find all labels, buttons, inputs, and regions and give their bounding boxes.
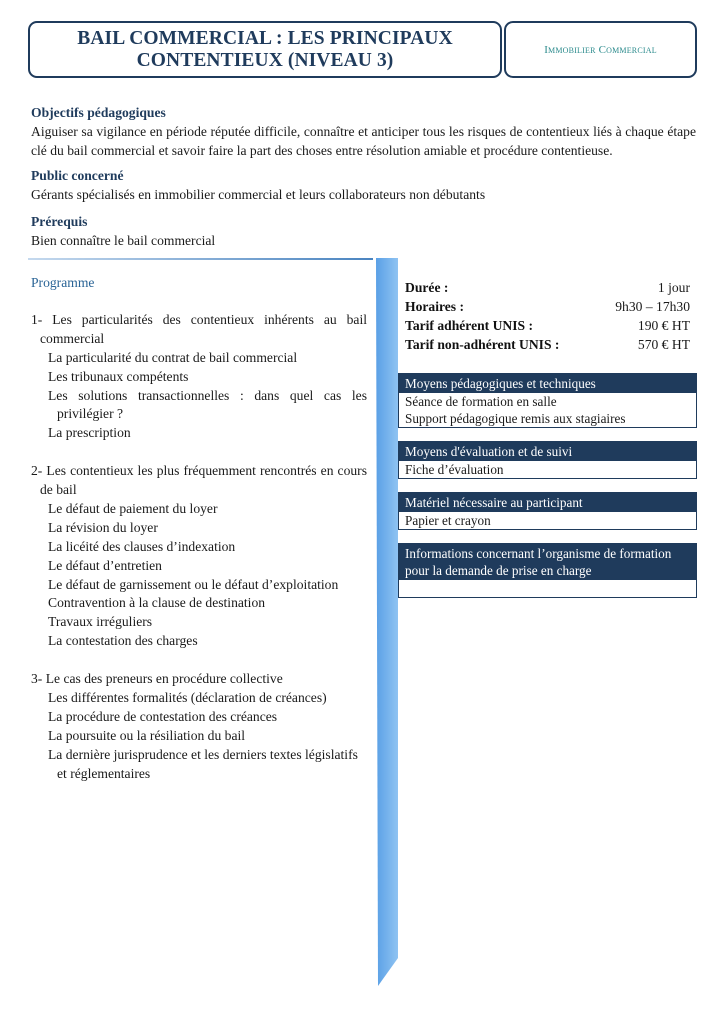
list-item: La dernière jurisprudence et les derniers textes législatifs et réglementaires bbox=[48, 746, 358, 781]
list-item: La contestation des charges bbox=[48, 633, 198, 649]
organisme-box bbox=[398, 543, 697, 598]
objectifs-section bbox=[31, 103, 696, 160]
horaires-label: Horaires : bbox=[405, 299, 465, 314]
list-item: La licéité des clauses d’indexation bbox=[48, 538, 236, 554]
list-item: Papier et crayon bbox=[405, 513, 491, 528]
objectifs-heading: Objectifs pédagogiques bbox=[31, 105, 166, 120]
title-box bbox=[28, 21, 502, 78]
list-item: Les différentes formalités (déclaration de créances) bbox=[48, 690, 327, 705]
evaluation-box bbox=[398, 441, 697, 479]
list-item: Support pédagogique remis aux stagiaires bbox=[405, 411, 626, 426]
prerequis-text: Bien connaître le bail commercial bbox=[31, 233, 216, 248]
programme-section-2-title: 2- Les contentieux les plus fréquemment rencontrés en cours de bail bbox=[31, 463, 367, 498]
list-item: Fiche d’évaluation bbox=[405, 462, 504, 477]
list-item: La procédure de contestation des créances bbox=[48, 708, 278, 724]
list-item: Contravention à la clause de destination bbox=[48, 595, 266, 611]
duree-row bbox=[405, 278, 690, 297]
list-item: Le défaut de paiement du loyer bbox=[48, 500, 218, 516]
list-item: Les tribunaux compétents bbox=[48, 368, 189, 384]
page-title bbox=[77, 28, 453, 72]
moyens-pedagogiques-header: Moyens pédagogiques et techniques bbox=[399, 374, 696, 393]
blue-sidebar-bar bbox=[376, 258, 398, 986]
list-item: Travaux irréguliers bbox=[48, 614, 153, 630]
prerequis-section bbox=[31, 212, 696, 250]
programme-section-3-title: 3- Le cas des preneurs en procédure collective bbox=[31, 671, 283, 687]
tarif-non-adherent-row bbox=[405, 335, 690, 354]
title-line-1: BAIL COMMERCIAL : LES PRINCIPAUX bbox=[77, 27, 453, 49]
organisme-header: Informations concernant l’organisme de formation pour la demande de prise en charge bbox=[399, 544, 696, 580]
tarif-non-adherent-value: 570 € HT bbox=[637, 337, 690, 352]
objectifs-text: Aiguiser sa vigilance en période réputée difficile, connaître et anticiper tous les risques de contentieux liés à chaque étape clé du bail commercial et savoir faire la part des choses entre résolution amiable et procédure contentieuse. bbox=[31, 124, 696, 158]
list-item: La poursuite ou la résiliation du bail bbox=[48, 727, 246, 743]
tarif-non-adherent-label: Tarif non-adhérent UNIS : bbox=[405, 337, 560, 352]
duree-value: 1 jour bbox=[657, 280, 690, 295]
list-item: La particularité du contrat de bail commercial bbox=[48, 349, 298, 365]
category-label: Immobilier Commercial bbox=[544, 43, 657, 56]
horaires-value: 9h30 – 17h30 bbox=[615, 299, 690, 314]
public-section bbox=[31, 166, 696, 204]
list-item: Le défaut de garnissement ou le défaut d’exploitation bbox=[48, 576, 339, 592]
horaires-row bbox=[405, 297, 690, 316]
evaluation-header: Moyens d'évaluation et de suivi bbox=[399, 442, 696, 461]
programme bbox=[31, 274, 367, 784]
programme-section-1-title: 1- Les particularités des contentieux inhérents au bail commercial bbox=[31, 311, 367, 346]
duree-label: Durée : bbox=[405, 280, 449, 295]
info-block bbox=[405, 278, 690, 354]
tarif-adherent-value: 190 € HT bbox=[637, 318, 690, 333]
programme-title: Programme bbox=[31, 275, 95, 290]
list-item: La prescription bbox=[48, 425, 131, 441]
list-item: Séance de formation en salle bbox=[405, 394, 557, 409]
prerequis-heading: Prérequis bbox=[31, 214, 88, 229]
public-text: Gérants spécialisés en immobilier commercial et leurs collaborateurs non débutants bbox=[31, 187, 486, 202]
list-item: Les solutions transactionnelles : dans quel cas les privilégier ? bbox=[48, 387, 367, 422]
public-heading: Public concerné bbox=[31, 168, 124, 183]
list-item: Le défaut d’entretien bbox=[48, 557, 162, 573]
tarif-adherent-label: Tarif adhérent UNIS : bbox=[405, 318, 534, 333]
tarif-adherent-row bbox=[405, 316, 690, 335]
divider bbox=[28, 258, 373, 260]
title-line-2: CONTENTIEUX (NIVEAU 3) bbox=[136, 49, 394, 71]
category-box bbox=[504, 21, 697, 78]
list-item: La révision du loyer bbox=[48, 519, 158, 535]
materiel-header: Matériel nécessaire au participant bbox=[399, 493, 696, 512]
moyens-pedagogiques-box bbox=[398, 373, 697, 428]
materiel-box bbox=[398, 492, 697, 530]
